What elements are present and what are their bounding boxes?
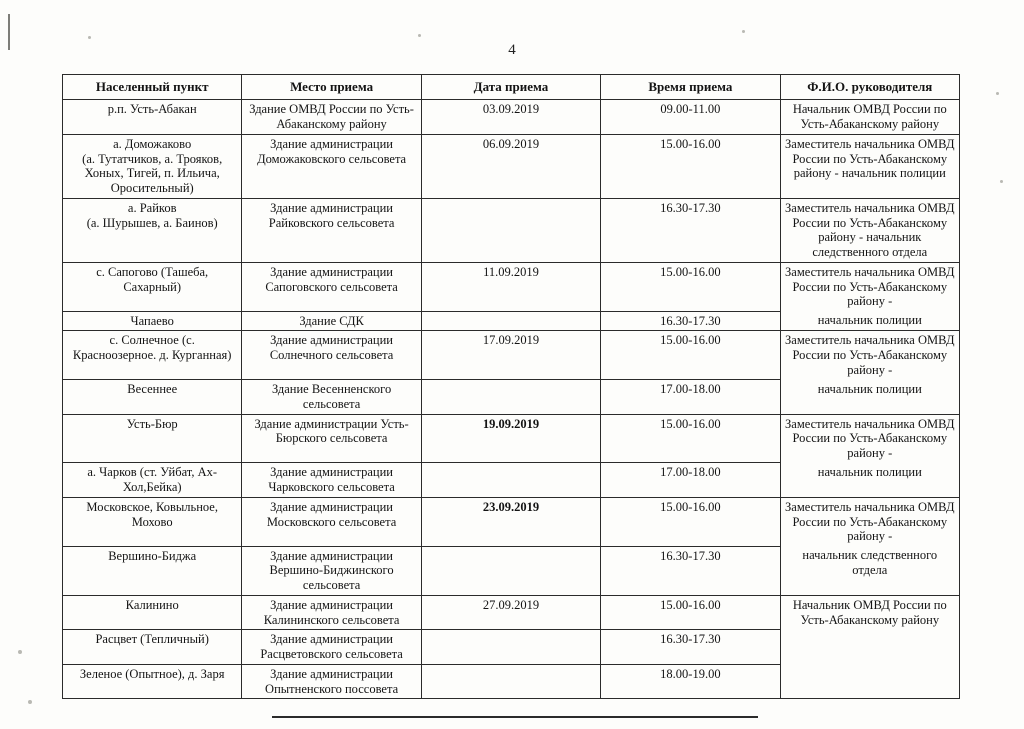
cell-time: 17.00-18.00 [601, 463, 780, 498]
cell-venue: Здание администрации Усть-Бюрского сельсовета [242, 414, 421, 463]
cell-chief: Заместитель начальника ОМВД России по Усть-Абаканскому району - [780, 414, 959, 463]
cell-chief: Заместитель начальника ОМВД России по Усть-Абаканскому району - начальник следственного отдела [780, 198, 959, 262]
table-row [63, 262, 960, 311]
cell-time: 16.30-17.30 [601, 630, 780, 665]
cell-date: 19.09.2019 [421, 414, 600, 463]
cell-venue: Здание администрации Сапоговского сельсовета [242, 262, 421, 311]
cell-chief: начальник полиции [780, 311, 959, 331]
column-header-date [421, 75, 600, 100]
cell-venue: Здание администрации Калининского сельсовета [242, 595, 421, 630]
cell-chief: Заместитель начальника ОМВД России по Усть-Абаканскому району - [780, 497, 959, 546]
cell-venue: Здание администрации Вершино-Биджинского сельсовета [242, 546, 421, 595]
cell-time: 16.30-17.30 [601, 546, 780, 595]
table-row [63, 414, 960, 463]
cell-settlement: с. Сапогово (Ташеба, Сахарный) [63, 262, 242, 311]
cell-date: 17.09.2019 [421, 331, 600, 380]
cell-date [421, 630, 600, 665]
table-row [63, 311, 960, 331]
scan-speck [18, 650, 22, 654]
cell-date [421, 311, 600, 331]
table-row [63, 380, 960, 415]
cell-time: 16.30-17.30 [601, 198, 780, 262]
cell-date: 06.09.2019 [421, 134, 600, 198]
table-row [63, 664, 960, 699]
table-row [63, 463, 960, 498]
cell-time: 18.00-19.00 [601, 664, 780, 699]
cell-venue: Здание администрации Солнечного сельсовета [242, 331, 421, 380]
cell-date: 27.09.2019 [421, 595, 600, 630]
column-header-settlement: Населенный пункт [63, 75, 242, 100]
page-number: 4 [508, 42, 516, 58]
cell-venue: Здание СДК [242, 311, 421, 331]
footer-rule [272, 716, 758, 718]
cell-chief: Заместитель начальника ОМВД России по Усть-Абаканскому району - начальник полиции [780, 134, 959, 198]
cell-settlement: Калинино [63, 595, 242, 630]
cell-settlement: а. Чарков (ст. Уйбат, Ах-Хол,Бейка) [63, 463, 242, 498]
cell-settlement: а. Доможаково (а. Тутатчиков, а. Трояков, Хоных, Тигей, п. Ильича, Оросительный) [63, 134, 242, 198]
column-header-date-text: Дата приема [473, 79, 549, 94]
cell-time: 15.00-16.00 [601, 595, 780, 630]
cell-venue: Здание администрации Расцветовского сельсовета [242, 630, 421, 665]
cell-settlement: Усть-Бюр [63, 414, 242, 463]
cell-chief: Начальник ОМВД России по Усть-Абаканскому району [780, 100, 959, 135]
cell-time: 09.00-11.00 [601, 100, 780, 135]
cell-chief [780, 630, 959, 665]
cell-settlement: Расцвет (Тепличный) [63, 630, 242, 665]
table-body [63, 100, 960, 699]
cell-date [421, 664, 600, 699]
reception-schedule-table [62, 74, 960, 699]
cell-time: 15.00-16.00 [601, 134, 780, 198]
cell-chief: начальник полиции [780, 463, 959, 498]
cell-chief: Начальник ОМВД России по Усть-Абаканскому району [780, 595, 959, 630]
cell-venue: Здание администрации Доможаковского сельсовета [242, 134, 421, 198]
cell-date [421, 198, 600, 262]
cell-time: 15.00-16.00 [601, 262, 780, 311]
cell-settlement: Вершино-Биджа [63, 546, 242, 595]
column-header-venue: Место приема [242, 75, 421, 100]
cell-venue: Здание администрации Чарковского сельсовета [242, 463, 421, 498]
scan-speck [1000, 180, 1003, 183]
cell-venue: Здание администрации Опытненского поссовета [242, 664, 421, 699]
table-row [63, 134, 960, 198]
table-row [63, 546, 960, 595]
cell-settlement: Чапаево [63, 311, 242, 331]
cell-settlement: Весеннее [63, 380, 242, 415]
cell-venue: Здание администрации Московского сельсовета [242, 497, 421, 546]
cell-date [421, 380, 600, 415]
table-row [63, 331, 960, 380]
scan-speck [28, 700, 32, 704]
column-header-time [601, 75, 780, 100]
cell-venue: Здание ОМВД России по Усть-Абаканскому району [242, 100, 421, 135]
column-header-chief: Ф.И.О. руководителя [780, 75, 959, 100]
table-row [63, 497, 960, 546]
cell-chief: Заместитель начальника ОМВД России по Усть-Абаканскому району - [780, 331, 959, 380]
cell-venue: Здание Весенненского сельсовета [242, 380, 421, 415]
cell-time: 16.30-17.30 [601, 311, 780, 331]
cell-settlement: р.п. Усть-Абакан [63, 100, 242, 135]
scan-speck [88, 36, 91, 39]
cell-time: 15.00-16.00 [601, 331, 780, 380]
cell-date: 03.09.2019 [421, 100, 600, 135]
cell-settlement: с. Солнечное (с. Красноозерное. д. Курганная) [63, 331, 242, 380]
cell-time: 15.00-16.00 [601, 497, 780, 546]
cell-time: 15.00-16.00 [601, 414, 780, 463]
cell-settlement: а. Райков (а. Шурышев, а. Баинов) [63, 198, 242, 262]
cell-chief [780, 664, 959, 699]
cell-chief: Заместитель начальника ОМВД России по Усть-Абаканскому району - [780, 262, 959, 311]
cell-settlement: Зеленое (Опытное), д. Заря [63, 664, 242, 699]
table-header-row [63, 75, 960, 100]
cell-settlement: Московское, Ковыльное, Мохово [63, 497, 242, 546]
cell-chief: начальник следственного отдела [780, 546, 959, 595]
cell-date [421, 546, 600, 595]
table-row [63, 595, 960, 630]
scan-speck [418, 34, 421, 37]
cell-chief: начальник полиции [780, 380, 959, 415]
cell-date: 11.09.2019 [421, 262, 600, 311]
table-row [63, 630, 960, 665]
column-header-time-text: Время приема [648, 79, 733, 94]
cell-time: 17.00-18.00 [601, 380, 780, 415]
cell-date: 23.09.2019 [421, 497, 600, 546]
scan-speck [742, 30, 745, 33]
cell-date [421, 463, 600, 498]
scan-speck [996, 92, 999, 95]
table-row [63, 100, 960, 135]
cell-venue: Здание администрации Райковского сельсовета [242, 198, 421, 262]
table-row [63, 198, 960, 262]
